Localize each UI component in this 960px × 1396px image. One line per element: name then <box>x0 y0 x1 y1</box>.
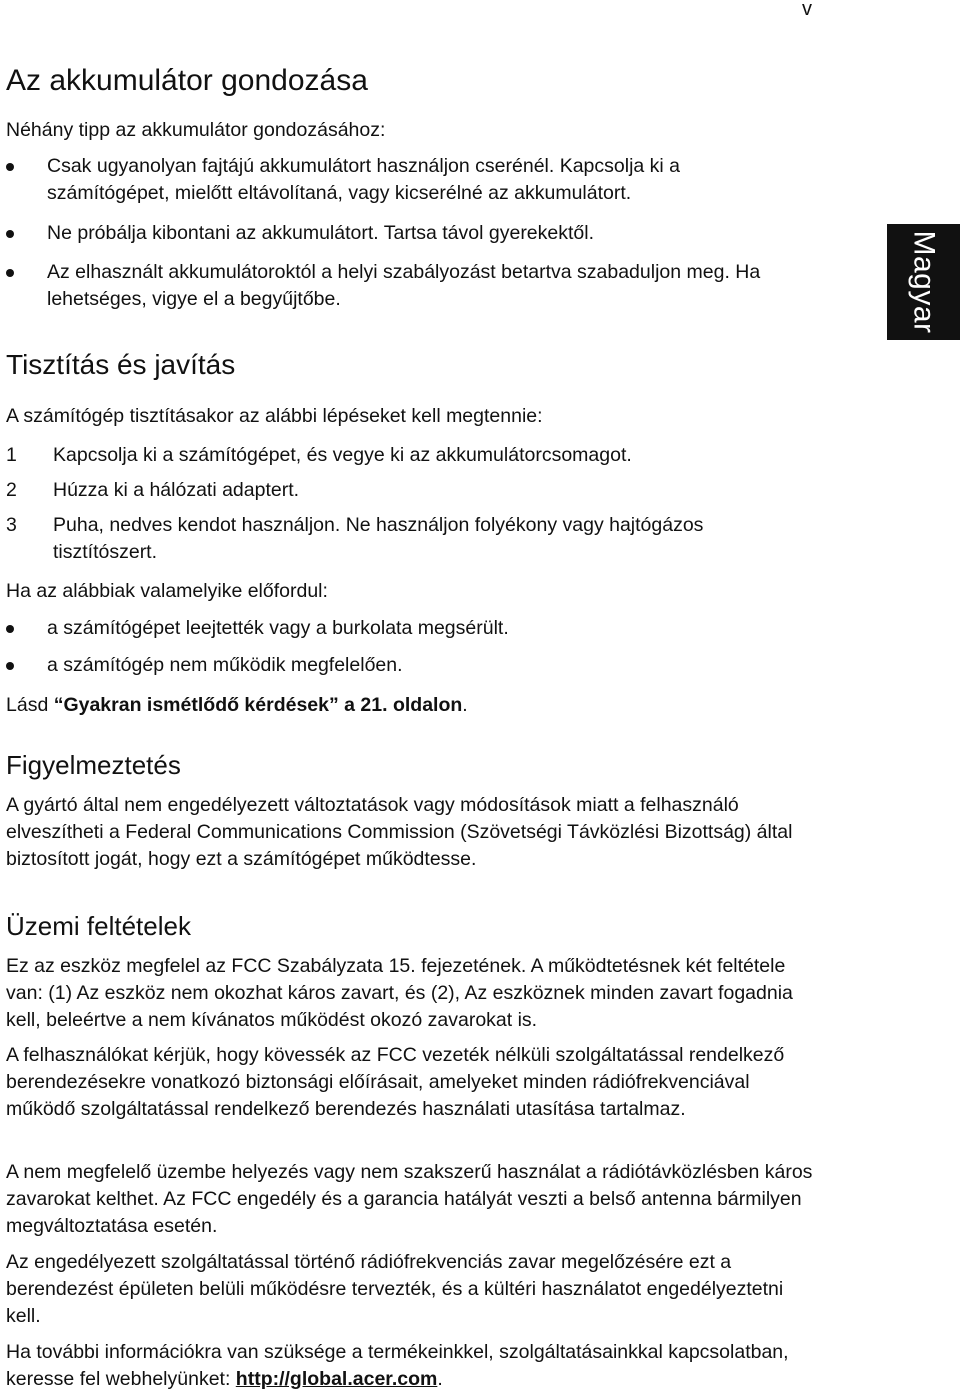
last-paragraph-suffix: . <box>437 1368 443 1390</box>
operating-paragraph: A nem megfelelő üzembe helyezés vagy nem szakszerű használat a rádiótávközlésben káros zavarokat kelthet. Az FCC engedély és a garancia hatályát veszti a belső antenna bármilyen megváltoztatása esetén. <box>6 1161 813 1237</box>
cleaning-step <box>6 512 793 566</box>
faq-reference-link[interactable]: “Gyakran ismétlődő kérdések” a 21. oldalon <box>53 694 463 716</box>
cleaning-step <box>6 477 813 504</box>
battery-bullet <box>6 153 807 207</box>
warning-text: A gyártó által nem engedélyezett változtatások vagy módosítások miatt a felhasználó elveszítheti a Federal Communications Commission (Szövetségi Távközlési Bizottság) által biztosított jogát, hogy ezt a számítógépet működtesse. <box>6 794 793 870</box>
cleaning-bullet <box>6 652 807 679</box>
battery-bullet <box>6 259 807 313</box>
step-number: 3 <box>6 514 17 536</box>
operating-paragraph: A felhasználókat kérjük, hogy kövessék az FCC vezeték nélküli szolgáltatással rendelkező berendezésekre vonatkozó biztonsági előírásait, amelyeket minden rádiófrekvenciával működő szolgáltatással rendelkező berendezés használati utasítása tartalmaz. <box>6 1044 785 1120</box>
bullet-icon <box>6 625 14 633</box>
cleaning-intro: A számítógép tisztításakor az alábbi lépéseket kell megtennie: <box>6 405 543 427</box>
warning-heading: Figyelmeztetés <box>6 750 181 780</box>
bullet-icon <box>6 269 14 277</box>
step-text: Húzza ki a hálózati adaptert. <box>53 479 300 501</box>
cleaning-if-text: Ha az alábbiak valamelyike előfordul: <box>6 580 328 602</box>
see-prefix: Lásd <box>6 694 54 716</box>
language-tab-label: Magyar <box>907 230 941 334</box>
acer-website-link[interactable]: http://global.acer.com <box>235 1368 438 1390</box>
battery-intro: Néhány tipp az akkumulátor gondozásához: <box>6 119 386 141</box>
step-text: Puha, nedves kendot használjon. Ne használjon folyékony vagy hajtógázos tisztítószert. <box>53 514 704 563</box>
bullet-icon <box>6 230 14 238</box>
step-number: 2 <box>6 479 17 501</box>
last-paragraph-text: Ha további információkra van szüksége a termékeinkkel, szolgáltatásainkkal kapcsolatban, keresse fel webhelyünket: <box>6 1341 789 1390</box>
cleaning-bullet <box>6 615 807 642</box>
battery-bullet <box>6 220 807 247</box>
battery-bullet-text: Az elhasznált akkumulátoroktól a helyi szabályozást betartva szabaduljon meg. Ha lehetséges, vigye el a begyűjtőbe. <box>47 261 761 310</box>
battery-bullet-text: Ne próbálja kibontani az akkumulátort. Tartsa távol gyerekektől. <box>47 222 595 244</box>
operating-paragraph: Ez az eszköz megfelel az FCC Szabályzata 15. fejezetének. A működtetésnek két feltétele van: (1) Az eszköz nem okozhat káros zavart, és (2), Az eszköznek minden zavart fogadnia kell, beleértve a nem kívánatos működést okozó zavarokat is. <box>6 955 793 1031</box>
cleaning-heading: Tisztítás és javítás <box>6 349 236 380</box>
operating-heading: Üzemi feltételek <box>6 911 191 941</box>
step-text: Kapcsolja ki a számítógépet, és vegye ki az akkumulátorcsomagot. <box>53 444 632 466</box>
cleaning-bullet-text: a számítógépet leejtették vagy a burkolata megsérült. <box>47 617 509 639</box>
see-suffix: . <box>462 694 468 716</box>
see-reference <box>6 692 468 719</box>
bullet-icon <box>6 163 14 171</box>
language-side-tab <box>887 224 960 340</box>
cleaning-bullet-text: a számítógép nem működik megfelelően. <box>47 654 403 676</box>
cleaning-step <box>6 442 813 469</box>
operating-last-paragraph <box>6 1339 821 1393</box>
operating-paragraph: Az engedélyezett szolgáltatással történő rádiófrekvenciás zavar megelőzésére ezt a berendezést épületen belüli működésre tervezték, és a kültéri használatot engedélyeztetni kell. <box>6 1251 784 1327</box>
battery-bullet-text: Csak ugyanolyan fajtájú akkumulátort használjon cserénél. Kapcsolja ki a számítógépet, mielőtt eltávolítaná, vagy kicserélné az akkumulátort. <box>47 155 681 204</box>
step-number: 1 <box>6 444 17 466</box>
page-number: v <box>802 0 812 20</box>
bullet-icon <box>6 662 14 670</box>
battery-heading: Az akkumulátor gondozása <box>6 64 368 97</box>
